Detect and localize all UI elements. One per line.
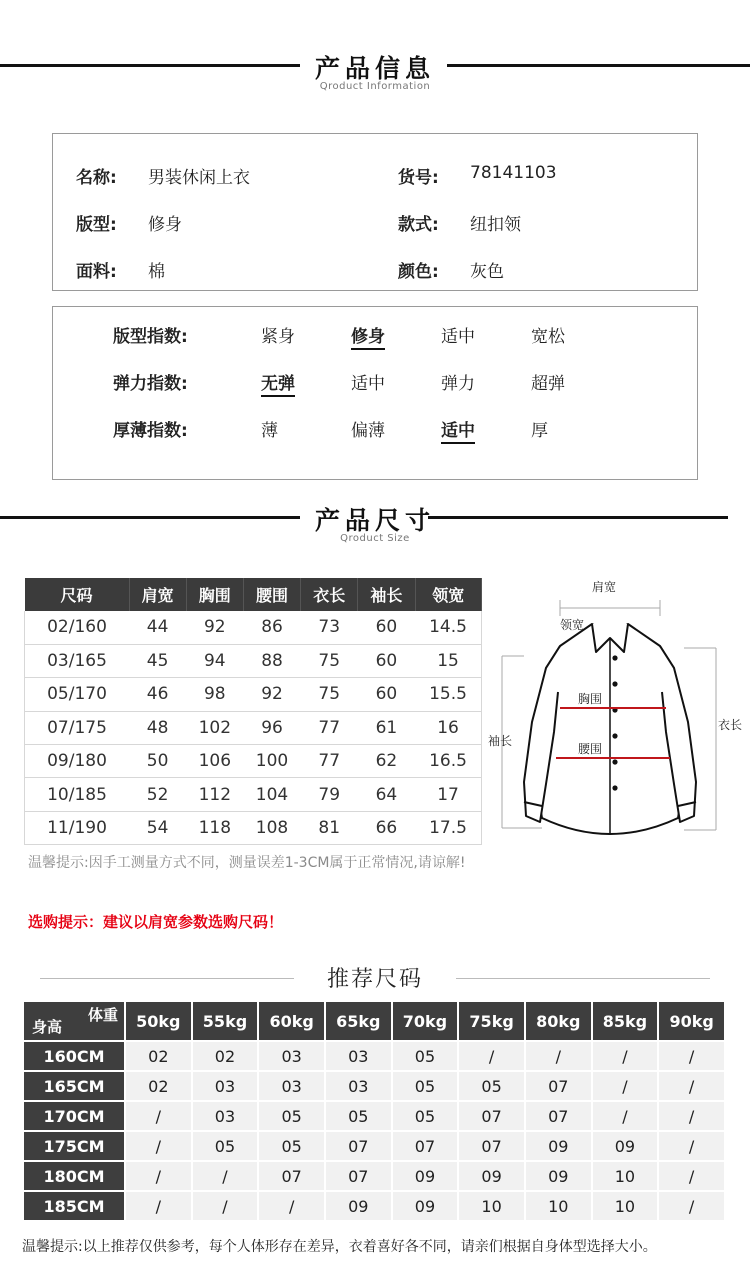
recommend-cell: 05 xyxy=(326,1102,391,1130)
weight-col-header: 55kg xyxy=(193,1002,258,1040)
table-row xyxy=(24,1072,724,1100)
recommend-cell: 05 xyxy=(259,1102,324,1130)
height-row-header: 180CM xyxy=(24,1162,124,1190)
height-row-header: 185CM xyxy=(24,1192,124,1220)
table-row xyxy=(25,611,482,644)
recommend-cell: 03 xyxy=(259,1042,324,1070)
recommend-cell: 10 xyxy=(459,1192,524,1220)
recommend-cell: 09 xyxy=(526,1132,591,1160)
product-info-header xyxy=(0,48,750,98)
index-option: 修身 xyxy=(351,322,385,350)
index-option: 薄 xyxy=(261,421,278,441)
size-table-header-row xyxy=(25,578,482,611)
recommend-note: 温馨提示:以上推荐仅供参考，每个人体形存在差异，衣着喜好各不同，请亲们根据自身体型选择大小。 xyxy=(22,1239,657,1255)
size-cell: 10/185 xyxy=(25,778,130,811)
size-cell: 100 xyxy=(243,745,300,778)
index-row-stretch xyxy=(53,369,699,399)
info-label: 颜色: xyxy=(398,262,439,282)
weight-col-header: 60kg xyxy=(259,1002,324,1040)
size-cell: 64 xyxy=(358,778,415,811)
height-row-header: 175CM xyxy=(24,1132,124,1160)
recommend-cell: / xyxy=(526,1042,591,1070)
index-option: 适中 xyxy=(441,416,475,444)
recommend-cell: / xyxy=(126,1102,191,1130)
recommend-cell: 09 xyxy=(526,1162,591,1190)
diagram-label-sleeve: 袖长 xyxy=(488,734,513,748)
recommend-cell: 03 xyxy=(326,1042,391,1070)
size-col-header: 袖长 xyxy=(358,578,415,611)
size-cell: 15 xyxy=(415,644,481,677)
diagram-label-chest: 胸围 xyxy=(578,692,603,706)
recommend-cell: / xyxy=(659,1072,724,1100)
index-option: 适中 xyxy=(351,374,385,394)
info-field-style xyxy=(398,210,521,235)
size-cell: 09/180 xyxy=(25,745,130,778)
recommend-corner-cell xyxy=(24,1002,124,1040)
height-axis-label: 身高 xyxy=(32,1018,63,1036)
size-cell: 102 xyxy=(186,711,243,744)
size-cell: 96 xyxy=(243,711,300,744)
index-option: 紧身 xyxy=(261,327,295,347)
table-row xyxy=(24,1162,724,1190)
recommend-cell: / xyxy=(593,1042,658,1070)
recommend-cell: 03 xyxy=(193,1102,258,1130)
recommend-cell: / xyxy=(126,1132,191,1160)
size-cell: 92 xyxy=(243,678,300,711)
size-cell: 07/175 xyxy=(25,711,130,744)
size-cell: 108 xyxy=(243,811,300,844)
recommend-cell: 07 xyxy=(326,1132,391,1160)
table-row xyxy=(24,1042,724,1070)
table-row xyxy=(25,811,482,844)
size-cell: 54 xyxy=(129,811,186,844)
size-cell: 61 xyxy=(358,711,415,744)
recommend-cell: 05 xyxy=(259,1132,324,1160)
info-value: 78141103 xyxy=(470,163,557,183)
index-option: 适中 xyxy=(441,327,475,347)
table-row xyxy=(25,778,482,811)
table-row xyxy=(25,644,482,677)
size-cell: 44 xyxy=(129,611,186,644)
size-cell: 104 xyxy=(243,778,300,811)
info-label: 货号: xyxy=(398,168,439,188)
recommend-cell: 03 xyxy=(259,1072,324,1100)
index-option: 宽松 xyxy=(531,327,565,347)
recommend-cell: 10 xyxy=(526,1192,591,1220)
diagram-label-waist: 腰围 xyxy=(578,742,603,756)
table-row xyxy=(25,745,482,778)
size-cell: 48 xyxy=(129,711,186,744)
recommend-cell: 09 xyxy=(459,1162,524,1190)
index-option: 偏薄 xyxy=(351,421,385,441)
size-cell: 88 xyxy=(243,644,300,677)
recommend-header xyxy=(0,962,750,996)
index-label: 弹力指数: xyxy=(113,374,188,394)
size-cell: 03/165 xyxy=(25,644,130,677)
table-row xyxy=(24,1192,724,1220)
size-cell: 77 xyxy=(301,745,358,778)
recommend-cell: / xyxy=(126,1192,191,1220)
size-cell: 66 xyxy=(358,811,415,844)
info-value: 灰色 xyxy=(470,262,504,282)
recommend-cell: / xyxy=(459,1042,524,1070)
weight-col-header: 75kg xyxy=(459,1002,524,1040)
size-cell: 98 xyxy=(186,678,243,711)
size-cell: 94 xyxy=(186,644,243,677)
product-info-subtitle: Qroduct Information xyxy=(319,81,431,92)
product-info-box xyxy=(52,133,698,291)
size-cell: 106 xyxy=(186,745,243,778)
index-row-fit xyxy=(53,322,699,352)
table-row xyxy=(24,1132,724,1160)
size-cell: 11/190 xyxy=(25,811,130,844)
recommend-cell: 07 xyxy=(259,1162,324,1190)
size-cell: 92 xyxy=(186,611,243,644)
size-table xyxy=(24,578,482,845)
size-cell: 60 xyxy=(358,644,415,677)
size-cell: 16 xyxy=(415,711,481,744)
info-field-item-no xyxy=(398,163,557,188)
size-cell: 16.5 xyxy=(415,745,481,778)
weight-col-header: 50kg xyxy=(126,1002,191,1040)
info-field-color xyxy=(398,257,504,282)
info-field-name xyxy=(76,163,250,188)
purchase-tip: 选购提示：建议以肩宽参数选购尺码！ xyxy=(28,913,284,931)
shirt-outline-icon xyxy=(484,572,750,844)
product-size-subtitle: Qroduct Size xyxy=(340,533,410,544)
recommend-cell: / xyxy=(659,1162,724,1190)
recommend-cell: / xyxy=(593,1102,658,1130)
size-cell: 118 xyxy=(186,811,243,844)
size-col-header: 衣长 xyxy=(301,578,358,611)
info-value: 修身 xyxy=(148,215,182,235)
info-label: 面料: xyxy=(76,262,117,282)
recommend-cell: 05 xyxy=(193,1132,258,1160)
size-cell: 50 xyxy=(129,745,186,778)
recommend-cell: 05 xyxy=(393,1072,458,1100)
size-col-header: 肩宽 xyxy=(129,578,186,611)
size-cell: 52 xyxy=(129,778,186,811)
recommend-cell: 09 xyxy=(593,1132,658,1160)
recommend-cell: 10 xyxy=(593,1162,658,1190)
product-index-box xyxy=(52,306,698,480)
weight-col-header: 90kg xyxy=(659,1002,724,1040)
product-size-header xyxy=(0,500,750,550)
size-col-header: 胸围 xyxy=(186,578,243,611)
weight-col-header: 65kg xyxy=(326,1002,391,1040)
size-cell: 62 xyxy=(358,745,415,778)
shirt-measure-diagram xyxy=(484,572,750,844)
size-col-header: 尺码 xyxy=(25,578,130,611)
recommend-cell: / xyxy=(193,1192,258,1220)
size-cell: 02/160 xyxy=(25,611,130,644)
weight-col-header: 80kg xyxy=(526,1002,591,1040)
size-cell: 46 xyxy=(129,678,186,711)
recommend-cell: 07 xyxy=(459,1132,524,1160)
size-cell: 81 xyxy=(301,811,358,844)
size-cell: 60 xyxy=(358,611,415,644)
info-field-fabric xyxy=(76,257,165,282)
product-info-title: 产品信息 xyxy=(314,54,435,83)
info-value: 男装休闲上衣 xyxy=(148,168,250,188)
size-cell: 45 xyxy=(129,644,186,677)
recommend-cell: 09 xyxy=(393,1192,458,1220)
recommend-cell: 03 xyxy=(193,1072,258,1100)
recommend-cell: 02 xyxy=(126,1042,191,1070)
info-label: 版型: xyxy=(76,215,117,235)
info-label: 款式: xyxy=(398,215,439,235)
height-row-header: 170CM xyxy=(24,1102,124,1130)
table-row xyxy=(24,1102,724,1130)
index-row-thickness xyxy=(53,416,699,446)
recommend-cell: / xyxy=(259,1192,324,1220)
size-cell: 73 xyxy=(301,611,358,644)
recommend-cell: 09 xyxy=(326,1192,391,1220)
recommend-cell: / xyxy=(659,1192,724,1220)
product-size-title: 产品尺寸 xyxy=(314,506,435,535)
recommend-size-table xyxy=(22,1000,726,1222)
size-cell: 112 xyxy=(186,778,243,811)
size-cell: 86 xyxy=(243,611,300,644)
index-label: 版型指数: xyxy=(113,327,188,347)
recommend-cell: / xyxy=(659,1132,724,1160)
recommend-cell: 05 xyxy=(393,1102,458,1130)
index-option: 弹力 xyxy=(441,374,475,394)
height-row-header: 160CM xyxy=(24,1042,124,1070)
size-cell: 79 xyxy=(301,778,358,811)
weight-axis-label: 体重 xyxy=(87,1006,118,1024)
size-cell: 14.5 xyxy=(415,611,481,644)
recommend-cell: 03 xyxy=(326,1072,391,1100)
diagram-label-length: 衣长 xyxy=(718,718,743,732)
index-option: 超弹 xyxy=(531,374,565,394)
index-option: 无弹 xyxy=(261,369,295,397)
recommend-title: 推荐尺码 xyxy=(326,967,423,992)
size-cell: 17.5 xyxy=(415,811,481,844)
recommend-cell: 10 xyxy=(593,1192,658,1220)
size-cell: 75 xyxy=(301,678,358,711)
size-cell: 75 xyxy=(301,644,358,677)
recommend-cell: 09 xyxy=(393,1162,458,1190)
recommend-cell: 05 xyxy=(459,1072,524,1100)
table-row xyxy=(25,678,482,711)
recommend-cell: 02 xyxy=(193,1042,258,1070)
recommend-cell: 07 xyxy=(326,1162,391,1190)
recommend-cell: 05 xyxy=(393,1042,458,1070)
recommend-cell: 02 xyxy=(126,1072,191,1100)
recommend-cell: / xyxy=(593,1072,658,1100)
diagram-label-collar: 领宽 xyxy=(560,618,585,632)
recommend-cell: 07 xyxy=(459,1102,524,1130)
size-cell: 17 xyxy=(415,778,481,811)
height-row-header: 165CM xyxy=(24,1072,124,1100)
info-value: 棉 xyxy=(148,262,165,282)
diagram-label-shoulder: 肩宽 xyxy=(592,580,617,594)
weight-col-header: 70kg xyxy=(393,1002,458,1040)
recommend-cell: 07 xyxy=(526,1102,591,1130)
size-cell: 15.5 xyxy=(415,678,481,711)
index-option: 厚 xyxy=(531,421,548,441)
size-cell: 77 xyxy=(301,711,358,744)
recommend-cell: 07 xyxy=(526,1072,591,1100)
recommend-cell: / xyxy=(126,1162,191,1190)
info-label: 名称: xyxy=(76,168,117,188)
recommend-cell: / xyxy=(659,1102,724,1130)
info-value: 纽扣领 xyxy=(470,215,521,235)
recommend-cell: 07 xyxy=(393,1132,458,1160)
measure-note: 温馨提示:因手工测量方式不同，测量误差1-3CM属于正常情况,请谅解! xyxy=(28,855,466,871)
size-col-header: 腰围 xyxy=(243,578,300,611)
recommend-cell: / xyxy=(659,1042,724,1070)
recommend-header-row xyxy=(24,1002,724,1040)
weight-col-header: 85kg xyxy=(593,1002,658,1040)
size-cell: 05/170 xyxy=(25,678,130,711)
info-field-fit xyxy=(76,210,182,235)
table-row xyxy=(25,711,482,744)
size-cell: 60 xyxy=(358,678,415,711)
size-col-header: 领宽 xyxy=(415,578,481,611)
recommend-cell: / xyxy=(193,1162,258,1190)
index-label: 厚薄指数: xyxy=(113,421,188,441)
